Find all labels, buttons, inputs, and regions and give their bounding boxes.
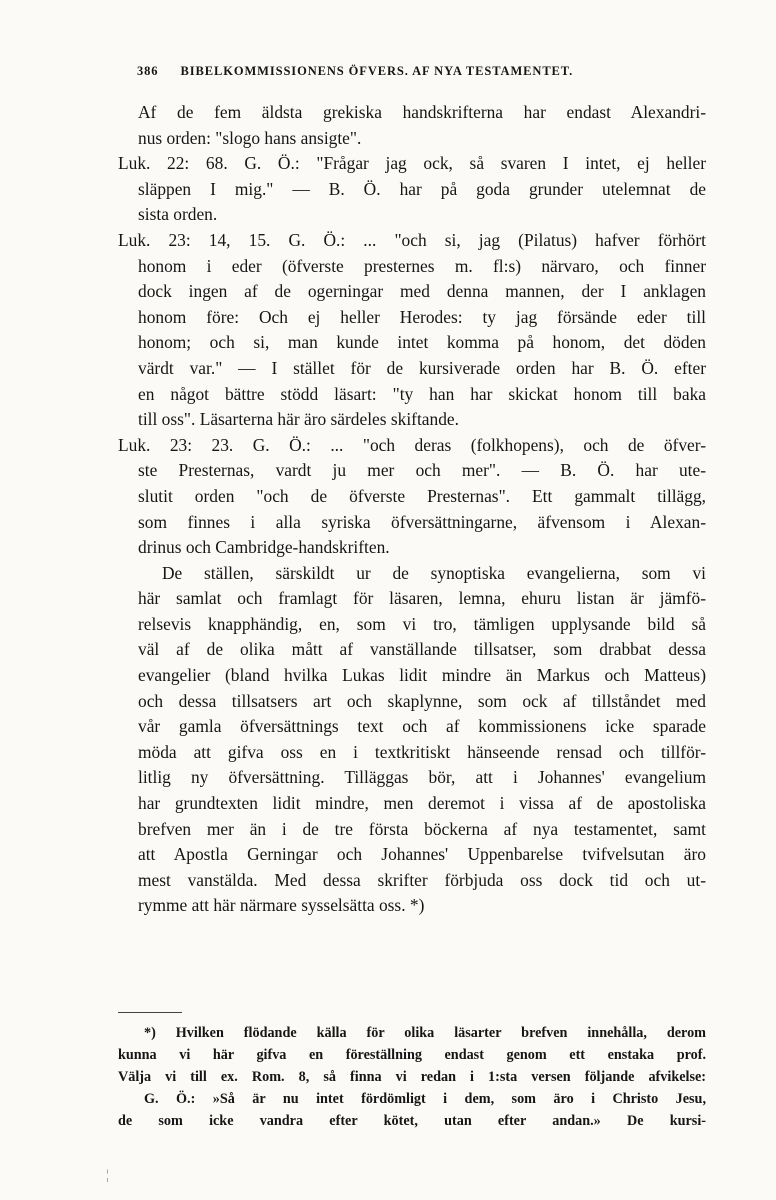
text-line: dock ingen af de ogerningar med denna mannen, der I anklagen xyxy=(138,281,706,302)
footnote-separator xyxy=(118,1012,182,1013)
text-line: drinus och Cambridge-handskriften. xyxy=(138,537,390,558)
text-line: att Apostla Gerningar och Johannes' Uppenbarelse tvifvelsutan äro xyxy=(138,844,706,865)
margin-mark: ¦ xyxy=(106,1168,109,1183)
text-line: honom i eder (öfverste presternes m. fl:s) närvaro, och finner xyxy=(138,255,706,276)
footnote-line: G. Ö.: »Så är nu intet fördömligt i dem, som äro i Christo Jesu, xyxy=(144,1091,706,1107)
text-line: värdt var." — I stället för de kursiverade orden har B. Ö. efter xyxy=(138,357,706,378)
text-line: till oss". Läsarterna här äro särdeles skiftande. xyxy=(138,409,459,430)
text-line: och dessa tillsatsers art och skaplynne, som ock af tillståndet med xyxy=(138,690,706,711)
text-line: vår gamla öfversättnings text och af kommissionens icke sparade xyxy=(138,716,706,737)
text-line: Luk. 23: 14, 15. G. Ö.: ... "och si, jag (Pilatus) hafver förhört xyxy=(118,229,706,250)
text-line: litlig ny öfversättning. Tilläggas bör, att i Johannes' evangelium xyxy=(138,767,706,788)
text-line: som finnes i alla syriska öfversättningarne, äfvensom i Alexan- xyxy=(138,511,706,532)
text-line: har grundtexten lidit mindre, men deremot i vissa af de apostoliska xyxy=(138,793,706,814)
text-line: sista orden. xyxy=(138,204,218,225)
footnote xyxy=(118,1022,706,1132)
main-text xyxy=(118,100,706,919)
text-line: Af de fem äldsta grekiska handskrifterna har endast Alexandri- xyxy=(138,102,706,122)
text-line: nus orden: "slogo hans ansigte". xyxy=(138,127,362,148)
text-line: här samlat och framlagt för läsaren, lemna, ehuru listan är jämfö- xyxy=(138,588,706,609)
text-line: honom före: Och ej heller Herodes: ty jag försände eder till xyxy=(138,306,706,327)
text-line: ste Presternas, vardt ju mer och mer". — B. Ö. har ute- xyxy=(138,460,706,481)
text-line: möda att gifva oss en i textkritiskt hänseende rensad och tillför- xyxy=(138,741,706,762)
text-line: Luk. 23: 23. G. Ö.: ... "och deras (folkhopens), och de öfver- xyxy=(118,434,706,455)
page-number: 386 xyxy=(137,64,159,78)
text-line: honom; och si, man kunde intet komma på honom, det döden xyxy=(138,332,706,353)
running-title: BIBELKOMMISSIONENS ÖFVERS. AF NYA TESTAMENTET. xyxy=(180,64,574,78)
footnote-line: Välja vi till ex. Rom. 8, så finna vi redan i 1:sta versen följande afvikelse: xyxy=(118,1069,706,1085)
text-line: mest vanstälda. Med dessa skrifter förbjuda oss dock tid och ut- xyxy=(138,869,706,890)
running-header xyxy=(137,64,697,79)
text-line: De ställen, särskildt ur de synoptiska evangelierna, som vi xyxy=(162,562,706,583)
footnote-line: kunna vi här gifva en föreställning endast genom ett enstaka prof. xyxy=(118,1047,706,1063)
text-line: Luk. 22: 68. G. Ö.: "Frågar jag ock, så svaren I intet, ej heller xyxy=(118,153,706,174)
text-line: väl af de olika mått af vanställande tillsatser, som drabbat dessa xyxy=(138,639,706,660)
text-line: slutit orden "och de öfverste Presternas". Ett gammalt tillägg, xyxy=(138,485,706,506)
footnote-line: de som icke vandra efter kötet, utan efter andan.» De kursi- xyxy=(118,1113,706,1129)
text-line: en något bättre stödd läsart: "ty han har skickat honom till baka xyxy=(138,383,706,404)
footnote-line: *) Hvilken flödande källa för olika läsarter brefven innehålla, derom xyxy=(144,1025,706,1041)
text-line: brefven mer än i de tre första böckerna af nya testamentet, samt xyxy=(138,818,706,839)
text-line: relsevis knapphändig, en, som vi tro, tämligen upplysande bild så xyxy=(138,613,706,634)
text-line: rymme att här närmare sysselsätta oss. *) xyxy=(138,895,425,916)
text-line: evangelier (bland hvilka Lukas lidit mindre än Markus och Matteus) xyxy=(138,665,706,686)
text-line: släppen I mig." — B. Ö. har på goda grunder utelemnat de xyxy=(138,178,706,199)
